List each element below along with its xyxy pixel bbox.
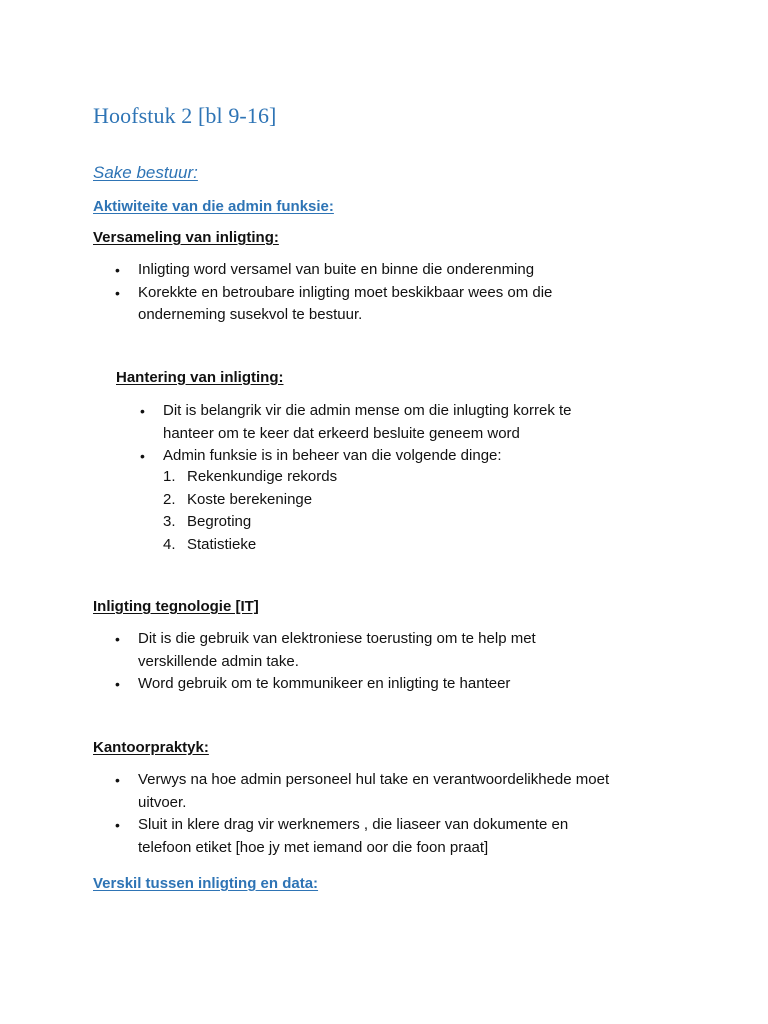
section-title: Sake bestuur: (93, 163, 198, 182)
list-item: • Dit is belangrik vir die admin mense om die inlugting korrek te (139, 400, 572, 423)
bullet-icon: • (115, 817, 120, 833)
list-item: • Korekkte en betroubare inligting moet beskikbaar wees om die (114, 282, 552, 305)
list-item: • Word gebruik om te kommunikeer en inligting te hanteer (114, 673, 536, 696)
heading-hantering: Hantering van inligting: (116, 369, 284, 386)
bullet-icon: • (115, 262, 120, 278)
numbered-item: 2. Koste berekeninge (163, 490, 313, 508)
bullet-icon: • (115, 631, 120, 647)
heading-it: Inligting tegnologie [IT] (93, 598, 259, 615)
bullet-icon: • (115, 676, 120, 692)
list-item: • Dit is die gebruik van elektroniese toerusting om te help met (114, 628, 536, 651)
heading-kantoorpraktyk: Kantoorpraktyk: (93, 739, 209, 756)
list-item-continuation: verskillende admin take. (138, 652, 299, 670)
list-item-continuation: telefoon etiket [hoe jy met iemand oor die foon praat] (138, 838, 489, 856)
list-it (114, 628, 536, 696)
chapter-title: Hoofstuk 2 [bl 9-16] (93, 103, 277, 128)
list-item-continuation: onderneming susekvol te bestuur. (138, 306, 363, 323)
heading-verskil: Verskil tussen inligting en data: (93, 875, 319, 892)
list-kantoorpraktyk (114, 769, 609, 859)
numbered-list (163, 466, 337, 556)
bullet-icon: • (140, 448, 145, 464)
numbered-item: 1. Rekenkundige rekords (163, 468, 338, 485)
list-item: • Admin funksie is in beheer van die volgende dinge: (139, 445, 572, 468)
numbered-item: 3. Begroting (163, 513, 252, 530)
numbered-item: 4. Statistieke (163, 535, 257, 553)
list-hantering (139, 400, 572, 468)
list-item: • Sluit in klere drag vir werknemers , die liaseer van dokumente en (114, 814, 609, 837)
list-item: • Verwys na hoe admin personeel hul take en verantwoordelikhede moet (114, 769, 609, 792)
list-versameling (114, 259, 552, 327)
bullet-icon: • (140, 403, 145, 419)
list-item-continuation: uitvoer. (138, 793, 187, 811)
list-item-continuation: hanteer om te keer dat erkeerd besluite geneem word (163, 424, 520, 442)
heading-versameling: Versameling van inligting: (93, 229, 279, 246)
bullet-icon: • (115, 284, 120, 301)
bullet-icon: • (115, 772, 120, 788)
list-item: • Inligting word versamel van buite en binne die onderenming (114, 259, 552, 282)
subsection-heading: Aktiwiteite van die admin funksie: (93, 198, 334, 215)
